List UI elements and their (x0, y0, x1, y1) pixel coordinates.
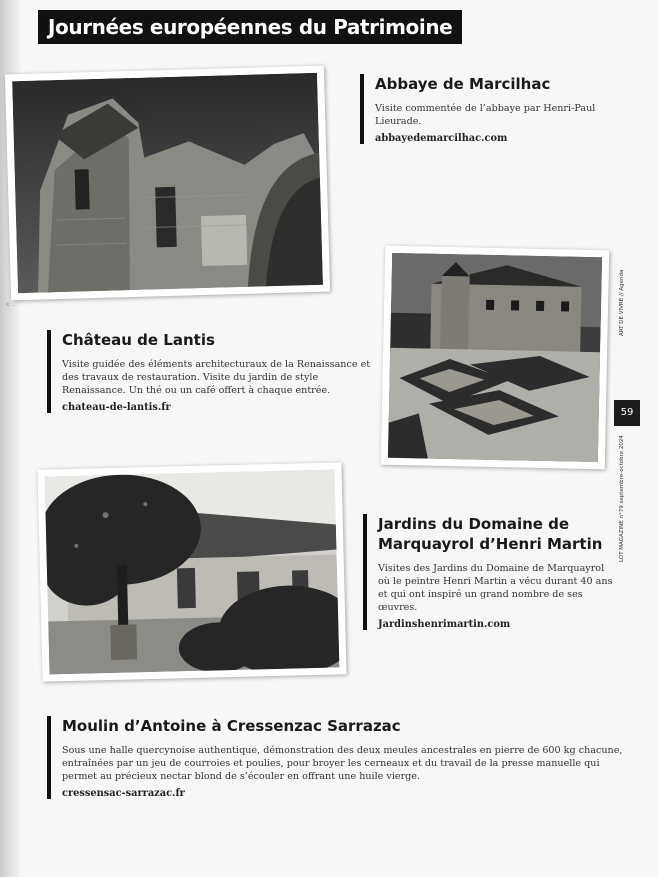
event-description: Sous une halle quercynoise authentique, démonstration des deux meules ancestrales en pierre de 600 kg chacune, entraînées par un jeu de courroies et poulies, pour broyer les cerneaux et du travail de la presse manuelle qui permet au précieux nectar blond de s’écouler en offrant une huile vierge. (62, 745, 623, 782)
page-title-banner: Journées européennes du Patrimoine (38, 10, 462, 44)
abbey-photo (5, 66, 330, 301)
event-title: Moulin d’Antoine à Cressenzac Sarrazac (62, 717, 401, 735)
event-link[interactable]: chateau-de-lantis.fr (62, 402, 171, 413)
event-link[interactable]: abbayedemarcilhac.com (375, 133, 508, 144)
event-description: Visite guidée des éléments architecturaux de la Renaissance et des travaux de restauration. Visite du jardin de style Renaissance. Un thé ou un café offert à chaque entrée. (62, 359, 371, 396)
page-number: 59 (614, 400, 640, 426)
section-label: ART DE VIVRE // Agenda (619, 270, 625, 337)
event-description: Visites des Jardins du Domaine de Marquayrol où le peintre Henri Martin a vécu durant 40 ans et qui ont inspiré un grand nombre de ses œuvres. (378, 563, 613, 613)
event-abbaye-de-marcilhac (360, 74, 615, 144)
event-moulin-dantoine (47, 716, 627, 799)
event-link[interactable]: Jardinshenrimartin.com (378, 619, 511, 630)
magazine-issue: LOT MAGAZINE n°79 septembre-octobre 2024 (619, 435, 625, 562)
event-title: Jardins du Domaine de Marquayrol d’Henri Martin (378, 515, 603, 553)
chateau-photo (381, 246, 610, 470)
event-link[interactable]: cressensac-sarrazac.fr (62, 788, 185, 799)
event-description: Visite commentée de l’abbaye par Henri-Paul Lieurade. (375, 103, 596, 127)
event-jardins-marquayrol (363, 514, 618, 630)
event-title: Château de Lantis (62, 331, 215, 349)
photo-credit: © ... (6, 302, 16, 307)
event-title: Abbaye de Marcilhac (375, 75, 551, 93)
event-chateau-de-lantis (47, 330, 372, 413)
marquayrol-photo (37, 462, 346, 681)
